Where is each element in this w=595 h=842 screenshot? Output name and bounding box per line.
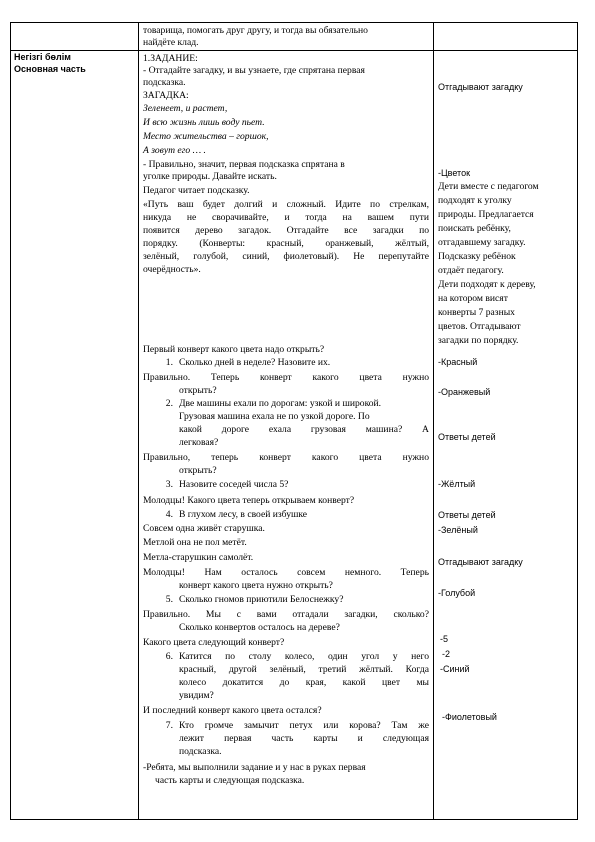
child-green: -Зелёный (438, 525, 478, 535)
q1-number: 1. (165, 357, 173, 368)
q4-rest-1: Совсем одна живёт старушка. (143, 523, 265, 534)
child-answer-5: -5 (440, 634, 449, 644)
child-yellow: -Жёлтый (438, 479, 476, 489)
q4-rest-2: Метлой она не пол метёт. (143, 537, 247, 548)
q6-line-1: Катится по столу колесо, один угол у него (179, 651, 429, 662)
child-desc-1: Дети вместе с педагогом (438, 181, 539, 192)
hint-line-3: появится дерево загадок. Отгадайте все загадки по (143, 225, 429, 236)
q7-line-3: подсказка. (179, 746, 222, 757)
correct-line-1: - Правильно, значит, первая подсказка спрятана в (143, 159, 345, 170)
lesson-plan-table (10, 22, 578, 820)
final-line-2: часть карты и следующая подсказка. (155, 775, 305, 786)
after-q5-line-1: Правильно. Мы с вами отгадали загадки, сколько? (143, 609, 429, 620)
riddle-line-4: А зовут его … . (143, 145, 206, 156)
child-desc-3: природы. Предлагается (438, 209, 534, 220)
reads-hint: Педагог читает подсказку. (143, 185, 250, 196)
q6-line-4: увидим? (179, 690, 214, 701)
top-row-line-1: товарища, помогать друг другу, и тогда вы обязательно (143, 25, 368, 36)
hint-line-4: порядку. (Конверты: красный, оранжевый, жёлтый, (143, 238, 429, 249)
child-answer-2: -2 (442, 649, 451, 659)
riddle-heading: ЗАГАДКА: (143, 90, 189, 101)
q5-number: 5. (165, 594, 173, 605)
column-divider-left (138, 23, 139, 819)
row-divider (11, 50, 577, 51)
child-guess-riddle-2: Отгадывают загадку (438, 557, 523, 567)
child-desc-9: на котором висят (438, 293, 508, 304)
q7-number: 7. (165, 720, 173, 731)
q7-line-1: Кто громче замычит петух или корова? Там же (179, 720, 429, 731)
correct-line-2: уголке природы. Давайте искать. (143, 171, 277, 182)
child-answers-1: Ответы детей (438, 432, 496, 442)
child-desc-2: подходят к уголку (438, 195, 512, 206)
child-violet: -Фиолетовый (442, 712, 497, 722)
after-q5-line-2: Сколько конвертов осталось на дереве? (179, 622, 340, 633)
q6-line-2: красный, другой зелёный, третий жёлтый. Когда (179, 664, 429, 675)
hint-line-6: очерёдность». (143, 264, 201, 275)
section-title-kazakh: Негізгі бөлім (14, 52, 71, 62)
child-desc-7: отдаёт педагогу. (438, 265, 504, 276)
task-heading: 1.ЗАДАНИЕ: (143, 53, 198, 64)
q5-text: Сколько гномов приютили Белоснежку? (179, 594, 344, 605)
child-desc-11: цветов. Отгадывают (438, 321, 521, 332)
child-desc-8: Дети подходят к дереву, (438, 279, 536, 290)
q4-rest-3: Метла-старушкин самолёт. (143, 552, 254, 563)
q2-line-1: Две машины ехали по дорогам: узкой и широкой. (179, 398, 382, 409)
q3-number: 3. (165, 479, 173, 490)
child-red: -Красный (438, 357, 478, 367)
child-blue: -Синий (440, 664, 470, 674)
child-flower: -Цветок (438, 168, 471, 178)
child-desc-4: поискать ребёнку, (438, 223, 511, 234)
hint-line-1: «Путь ваш будет долгий и сложный. Идите по стрелкам, (143, 199, 429, 210)
q7-line-2: лежит первая часть карты и следующая (179, 733, 429, 744)
riddle-line-1: Зеленеет, и растет, (143, 103, 228, 114)
child-desc-12: загадки по порядку. (438, 335, 519, 346)
q6-number: 6. (165, 651, 173, 662)
child-answers-2: Ответы детей (438, 510, 496, 520)
child-orange: -Оранжевый (438, 387, 491, 397)
child-light-blue: -Голубой (438, 588, 476, 598)
after-q1-line-1: Правильно. Теперь конверт какого цвета нужно (143, 372, 429, 383)
riddle-line-2: И всю жизнь лишь воду пьет. (143, 117, 265, 128)
child-guess-riddle: Отгадывают загадку (438, 82, 523, 92)
q1-text: Сколько дней в неделе? Назовите их. (179, 357, 331, 368)
column-divider-right (433, 23, 434, 819)
last-envelope-question: И последний конверт какого цвета остался? (143, 705, 322, 716)
first-envelope-question: Первый конверт какого цвета надо открыть? (143, 344, 325, 355)
q3-text: Назовите соседей числа 5? (179, 479, 289, 490)
q4-text: В глухом лесу, в своей избушке (179, 509, 308, 520)
after-q1-line-2: открыть? (179, 385, 217, 396)
section-title-russian: Основная часть (14, 64, 86, 74)
final-line-1: -Ребята, мы выполнили задание и у нас в руках первая (143, 762, 366, 773)
riddle-line-3: Место жительства – горшок, (143, 131, 269, 142)
q2-line-3: какой дороге ехала грузовая машина? А (179, 424, 429, 435)
next-envelope-question: Какого цвета следующий конверт? (143, 637, 285, 648)
hint-line-2: никуда не сворачивайте, и тогда на вашем пути (143, 212, 429, 223)
after-q4-line-1: Молодцы! Нам осталось совсем немного. Теперь (143, 567, 429, 578)
q2-line-4: легковая? (179, 437, 219, 448)
child-desc-5: отгадавшему загадку. (438, 237, 526, 248)
q6-line-3: колесо докатится до края, какой цвет мы (179, 677, 429, 688)
after-q2-line-2: открыть? (179, 465, 217, 476)
top-row-line-2: найдёте клад. (143, 37, 199, 48)
hint-line-5: зелёный, голубой, синий, фиолетовый). Не перепутайте (143, 251, 429, 262)
child-desc-10: конверты 7 разных (438, 307, 515, 318)
child-desc-6: Подсказку ребёнок (438, 251, 516, 262)
task-text-2: подсказка. (143, 77, 186, 88)
q2-line-2: Грузовая машина ехала не по узкой дороге. По (179, 411, 370, 422)
after-q4-line-2: конверт какого цвета нужно открыть? (179, 580, 333, 591)
task-text-1: - Отгадайте загадку, и вы узнаете, где спрятана первая (143, 65, 365, 76)
after-q3: Молодцы! Какого цвета теперь открываем конверт? (143, 495, 355, 506)
q4-number: 4. (165, 509, 173, 520)
after-q2-line-1: Правильно, теперь конверт какого цвета нужно (143, 452, 429, 463)
q2-number: 2. (165, 398, 173, 409)
